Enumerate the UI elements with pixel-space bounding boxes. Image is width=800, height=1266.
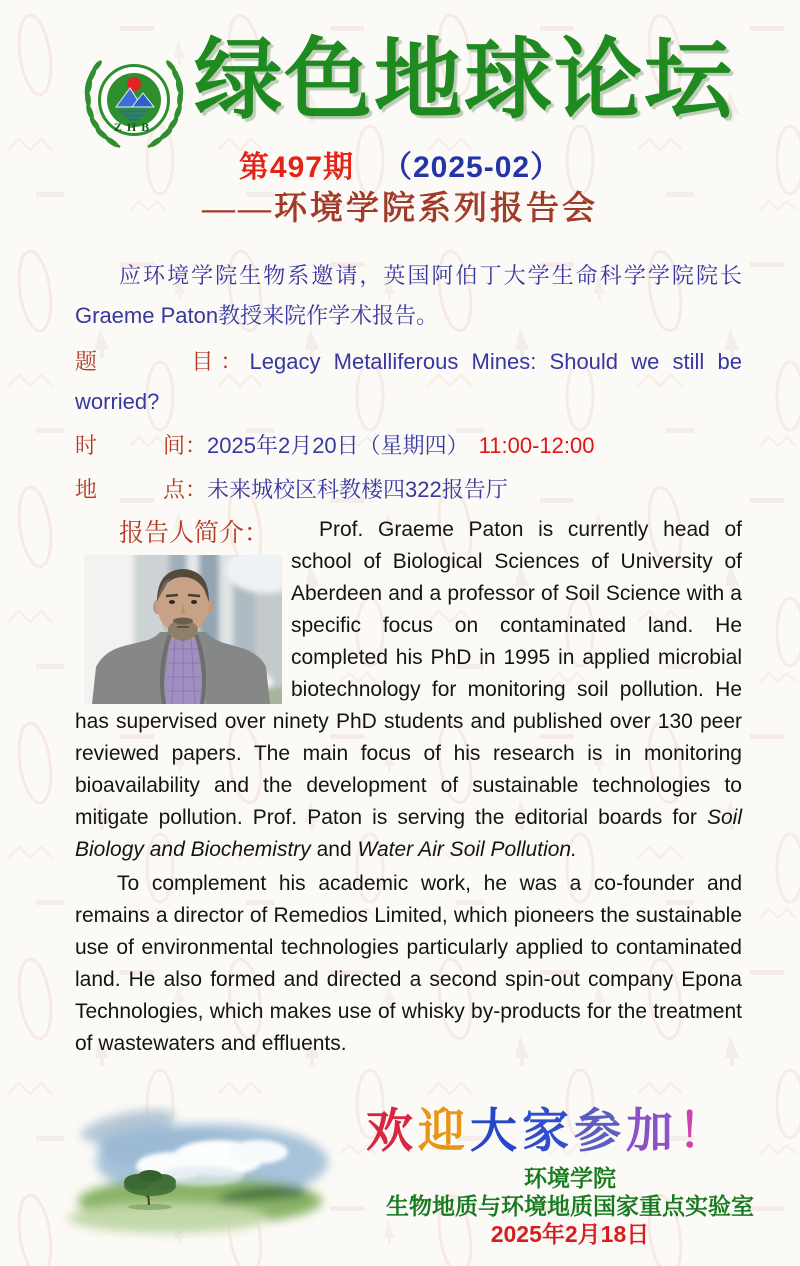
time-date: 2025年2月20日（星期四）	[207, 433, 469, 458]
venue-row	[75, 470, 742, 510]
landscape-image	[50, 1104, 345, 1246]
time-label: 时 间：	[75, 433, 208, 458]
welcome-text	[366, 1104, 730, 1160]
welcome-char: 参	[574, 1106, 626, 1158]
header	[0, 0, 800, 256]
bio-section	[75, 514, 742, 1060]
speaker-photo	[84, 555, 282, 704]
welcome-char: 迎	[418, 1106, 470, 1158]
footer	[0, 1098, 800, 1266]
topic-value: Legacy Metalliferous Mines: Should we still be worried?	[75, 349, 742, 414]
welcome-char: 欢	[366, 1106, 418, 1158]
issue-number: 第497期	[238, 151, 354, 184]
welcome-char: 家	[522, 1106, 574, 1158]
organizer-block	[372, 1164, 768, 1248]
environment-logo	[72, 40, 196, 158]
logo-zhb-text: ZHB	[113, 120, 155, 134]
journal-name-2: Water Air Soil Pollution.	[357, 838, 577, 861]
organizer-1: 环境学院	[524, 1165, 616, 1191]
speaker-block	[75, 514, 283, 704]
bio-label: 报告人简介：	[119, 519, 270, 547]
venue-label: 地 点：	[75, 477, 208, 502]
footer-date: 2025年2月18日	[490, 1221, 650, 1247]
intro-paragraph: 应环境学院生物系邀请，英国阿伯丁大学生命科学学院院长Graeme Paton教授来院作学术报告。	[75, 263, 742, 328]
time-row	[75, 426, 742, 466]
bio-text-and: and	[310, 838, 358, 861]
topic-row	[75, 342, 742, 422]
issue-period: （2025-02）	[381, 151, 562, 184]
bio-paragraph-2: To complement his academic work, he was a co-founder and remains a director of Remedios Limited, which pioneers the sustainable use of environmental technologies particularly applied to contaminated land. He also formed and directed a second spin-out company Epona Technologies, which makes use of whisky by-products for the treatment of wastewaters and effluents.	[75, 872, 742, 1055]
series-subtitle: ——环境学院系列报告会	[202, 191, 598, 227]
forum-title: 绿色地球论坛	[194, 33, 735, 130]
journal-name-1: Soil Biology and Biochemistry	[75, 806, 742, 861]
organizer-2: 生物地质与环境地质国家重点实验室	[386, 1193, 754, 1219]
welcome-char: 大	[470, 1106, 522, 1158]
issue-line	[0, 142, 800, 186]
welcome-char: ！	[678, 1106, 730, 1158]
time-range: 11:00-12:00	[478, 433, 595, 458]
bio-text: Prof. Graeme Paton is currently head of school of Biological Sciences of University of Aberdeen and a professor of Soil Science with a specific focus on contaminated land. He completed his PhD in 1995 in applied microbial biotechnology for monitoring soil pollution. He has supervised over ninety PhD students and published over 130 peer reviewed papers. The main focus of his research is in monitoring bioavailability and the development of sustainable technologies to mitigate pollution. Prof. Paton is serving the editorial boards for	[75, 518, 742, 829]
poster-body	[0, 256, 800, 1060]
topic-label: 题 目：	[75, 349, 250, 374]
welcome-char: 加	[626, 1106, 678, 1158]
venue-value: 未来城校区科教楼四322报告厅	[207, 477, 508, 502]
